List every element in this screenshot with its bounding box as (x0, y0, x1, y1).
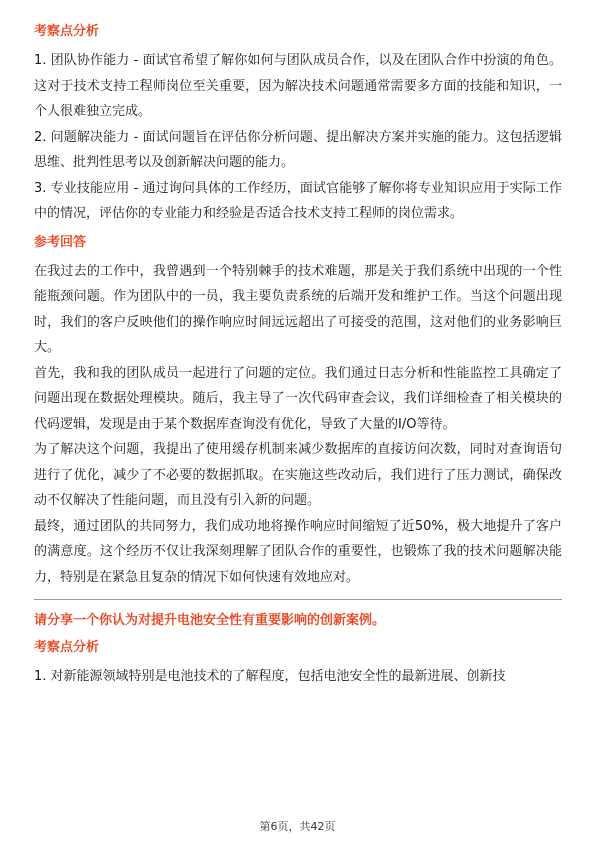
analysis-point-3: 3. 专业技能应用 - 通过询问具体的工作经历，面试官能够了解你将专业知识应用于实际工作中的情况，评估你的专业能力和经验是否适合技术支持工程师的岗位需求。 (34, 180, 562, 221)
answer-paragraph-1: 在我过去的工作中，我曾遇到一个特别棘手的技术难题，那是关于我们系统中出现的一个性能瓶颈问题。作为团队中的一员，我主要负责系统的后端开发和维护工作。当这个问题出现时，我们的客户反映他们的操作响应时间远远超出了可接受的范围，这对他们的业务影响巨大。 (34, 263, 562, 355)
answer-paragraph-3: 为了解决这个问题，我提出了使用缓存机制来减少数据库的直接访问次数，同时对查询语句进行了优化，减少了不必要的数据抓取。在实施这些改动后，我们进行了压力测试，确保改动不仅解决了性能问题，而且没有引入新的问题。 (34, 442, 562, 508)
section-heading-analysis-2: 考察点分析 (34, 640, 100, 655)
question-title: 请分享一个你认为对提升电池安全性有重要影响的创新案例。 (34, 613, 386, 628)
section-heading-answer: 参考回答 (34, 234, 87, 250)
page-footer: 第6页，共42页 (259, 820, 336, 833)
answer-paragraph-2: 首先，我和我的团队成员一起进行了问题的定位。我们通过日志分析和性能监控工具确定了问题出现在数据处理模块。随后，我主导了一次代码审查会议，我们详细检查了相关模块的代码逻辑，发现是由于某个数据库查询没有优化，导致了大量的I/O等待。 (34, 365, 562, 432)
page-content (34, 22, 562, 690)
analysis-point-1: 1. 团队协作能力 - 面试官希望了解你如何与团队成员合作，以及在团队合作中扮演的角色。这对于技术支持工程师岗位至关重要，因为解决技术问题通常需要多方面的技能和知识，一个人很难独立完成。 (34, 53, 562, 119)
analysis2-point-1: 1. 对新能源领域特别是电池技术的了解程度，包括电池安全性的最新进展、创新技 (34, 669, 506, 684)
analysis-point-2: 2. 问题解决能力 - 面试问题旨在评估你分析问题、提出解决方案并实施的能力。这包括逻辑思维、批判性思考以及创新解决问题的能力。 (34, 129, 562, 170)
section-heading-analysis: 考察点分析 (34, 24, 100, 39)
section-divider (34, 599, 562, 600)
answer-paragraph-4: 最终，通过团队的共同努力，我们成功地将操作响应时间缩短了近50%，极大地提升了客户的满意度。这个经历不仅让我深刻理解了团队合作的重要性，也锻炼了我的技术问题解决能力，特别是在紧急且复杂的情况下如何快速有效地应对。 (34, 518, 562, 585)
